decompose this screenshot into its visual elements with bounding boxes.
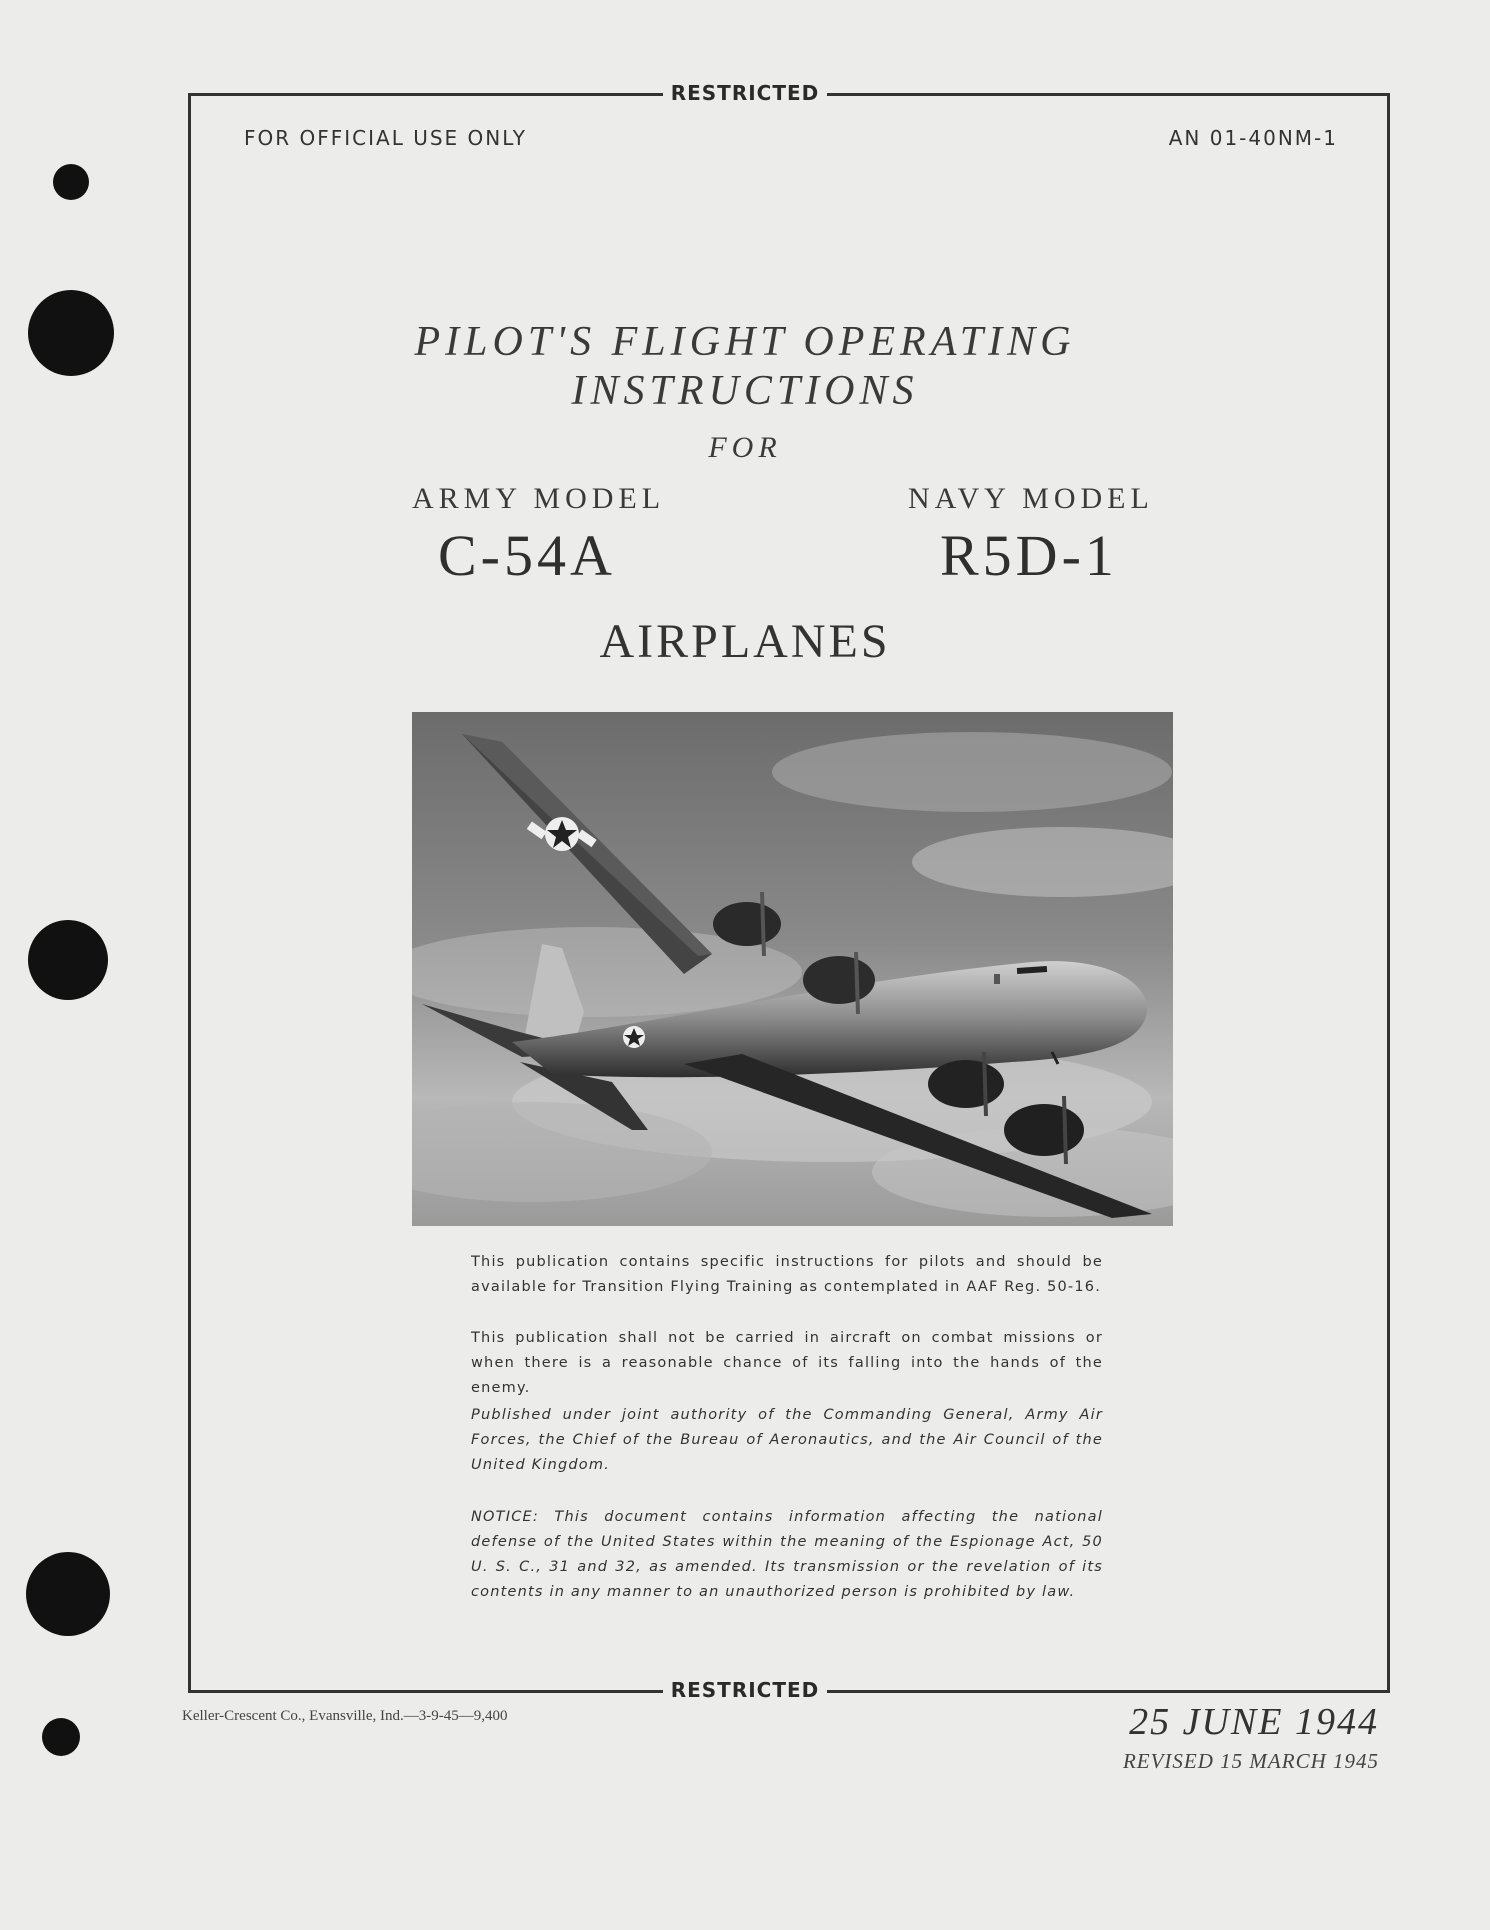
punch-hole <box>53 164 89 200</box>
notice-paragraph-4: NOTICE: This document contains information affecting the national defense of the United States within the meaning of the Espionage Act, 50 U. S. C., 31 and 32, as amended. Its transmission or the revelation of its contents in any manner to an unauthorized person is prohibited by law. <box>471 1509 1103 1600</box>
subtitle-airplanes: AIRPLANES <box>599 615 891 668</box>
punch-hole <box>26 1552 110 1636</box>
title-for: FOR <box>708 431 782 464</box>
notice-paragraph-1: This publication contains specific instructions for pilots and should be available for Transition Flying Training as contemplated in AAF Reg. 50-16. <box>471 1254 1103 1295</box>
title-line-2: INSTRUCTIONS <box>571 368 919 414</box>
notice-paragraph-3: Published under joint authority of the Commanding General, Army Air Forces, the Chief of the Bureau of Aeronautics, and the Air Council of the United Kingdom. <box>471 1407 1103 1473</box>
army-model-label: ARMY MODEL <box>412 482 666 515</box>
notice-paragraph-2: This publication shall not be carried in aircraft on combat missions or when there is a reasonable chance of its falling into the hands of the enemy. <box>471 1330 1103 1396</box>
navy-model-name: R5D-1 <box>940 523 1118 588</box>
army-model-name: C-54A <box>438 523 616 588</box>
punch-hole <box>28 920 108 1000</box>
restricted-bottom: RESTRICTED <box>0 1678 1490 1702</box>
printer-imprint: Keller-Crescent Co., Evansville, Ind.—3-9-45—9,400 <box>182 1708 508 1724</box>
restricted-top: RESTRICTED <box>0 81 1490 105</box>
punch-hole <box>42 1718 80 1756</box>
official-use-label: FOR OFFICIAL USE ONLY <box>244 126 527 150</box>
title-line-1: PILOT'S FLIGHT OPERATING <box>414 319 1076 365</box>
document-number: AN 01-40NM-1 <box>1168 126 1338 150</box>
revision-date: REVISED 15 MARCH 1945 <box>1122 1749 1379 1773</box>
navy-model-label: NAVY MODEL <box>908 482 1154 515</box>
publication-date: 25 JUNE 1944 <box>1129 1701 1379 1743</box>
aircraft-photo <box>412 712 1173 1226</box>
